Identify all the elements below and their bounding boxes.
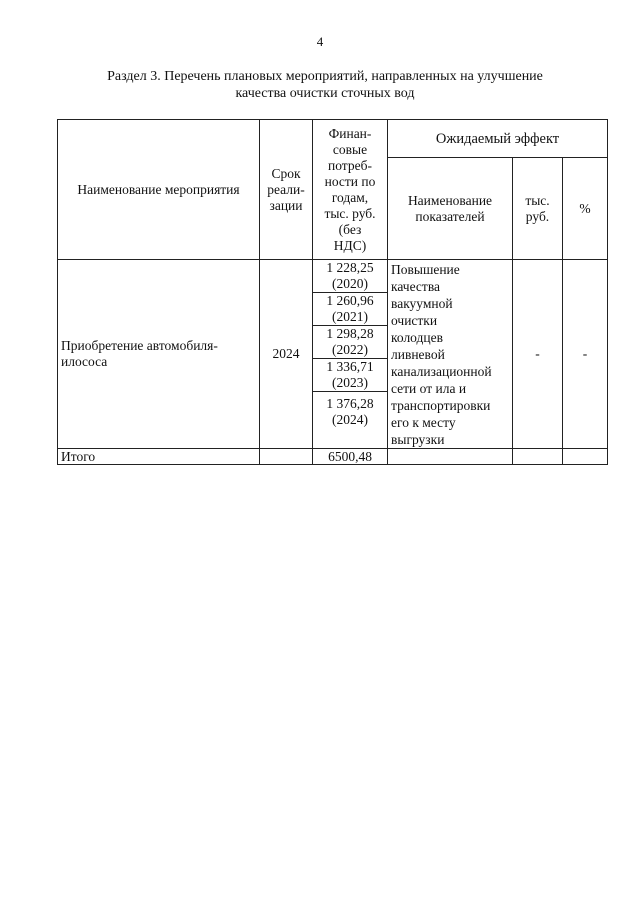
- header-term-line: зации: [269, 197, 303, 213]
- section-title: [60, 68, 590, 102]
- percent-cell: -: [563, 260, 608, 449]
- total-indicator-empty: [388, 449, 513, 465]
- cost-cell-2021: [313, 293, 388, 326]
- cost-value: 1 298,28: [326, 326, 374, 341]
- header-percent: %: [563, 158, 608, 260]
- indicator-cell: [388, 260, 513, 449]
- indicator-line: транспортировки: [391, 397, 491, 413]
- header-financing-line: Финан-: [328, 125, 372, 141]
- indicator-line: ливневой: [391, 346, 445, 362]
- header-indicator-line: показателей: [415, 208, 485, 224]
- page-number: 4: [316, 34, 324, 49]
- cost-year: (2021): [332, 309, 368, 324]
- indicator-line: очистки: [391, 312, 438, 328]
- measures-table: [57, 119, 608, 465]
- cost-year: (2022): [332, 342, 368, 357]
- cost-value: 1 260,96: [326, 293, 374, 308]
- header-financing-line: годам,: [331, 189, 369, 205]
- total-term-empty: [260, 449, 313, 465]
- header-financing-line: тыс. руб.: [324, 205, 376, 221]
- indicator-line: сети от ила и: [391, 380, 467, 396]
- header-term-line: реали-: [267, 181, 305, 197]
- header-measure-name: Наименование мероприятия: [58, 120, 260, 260]
- cost-cell-2020: [313, 260, 388, 293]
- section-title-line-1: Раздел 3. Перечень плановых мероприятий, направленных на улучшение: [107, 69, 543, 84]
- header-expected-effect: Ожидаемый эффект: [388, 120, 608, 158]
- measure-name-line: Приобретение автомобиля-: [61, 338, 218, 353]
- header-financing-line: (без: [338, 221, 362, 237]
- header-thousand-rub-line: руб.: [525, 208, 550, 224]
- cost-year: (2024): [332, 412, 368, 427]
- total-percent-empty: [563, 449, 608, 465]
- cost-value: 1 376,28: [326, 396, 374, 411]
- header-term-line: Срок: [271, 165, 301, 181]
- cost-cell-2024: [313, 392, 388, 449]
- cost-cell-2022: [313, 326, 388, 359]
- indicator-line: его к месту: [391, 414, 456, 430]
- cost-value: 1 336,71: [326, 359, 374, 374]
- header-financing-line: совые: [332, 141, 368, 157]
- thousand-rub-cell: -: [513, 260, 563, 449]
- cost-year: (2020): [332, 276, 368, 291]
- header-thousand-rub-line: тыс.: [525, 192, 550, 208]
- indicator-line: канализационной: [391, 363, 492, 379]
- indicator-line: качества: [391, 278, 441, 294]
- header-financing-line: ности по: [324, 173, 376, 189]
- indicator-line: Повышение: [391, 261, 460, 277]
- total-label: Итого: [58, 449, 260, 465]
- header-indicator-line: Наименование: [407, 192, 493, 208]
- total-thousand-rub-empty: [513, 449, 563, 465]
- header-financing-line: потреб-: [328, 157, 372, 173]
- section-title-line-2: качества очистки сточных вод: [235, 86, 415, 101]
- measure-name-cell: [58, 260, 260, 449]
- indicator-line: вакуумной: [391, 295, 453, 311]
- indicator-line: колодцев: [391, 329, 444, 345]
- term-cell: 2024: [260, 260, 313, 449]
- cost-cell-2023: [313, 359, 388, 392]
- header-financing: [313, 120, 388, 260]
- cost-year: (2023): [332, 375, 368, 390]
- measure-name-line: илососа: [61, 354, 108, 369]
- header-indicator-name: [388, 158, 513, 260]
- indicator-line: выгрузки: [391, 431, 445, 447]
- header-term: [260, 120, 313, 260]
- header-financing-line: НДС): [333, 237, 367, 253]
- total-value: 6500,48: [313, 449, 388, 465]
- cost-value: 1 228,25: [326, 260, 374, 275]
- header-thousand-rub: [513, 158, 563, 260]
